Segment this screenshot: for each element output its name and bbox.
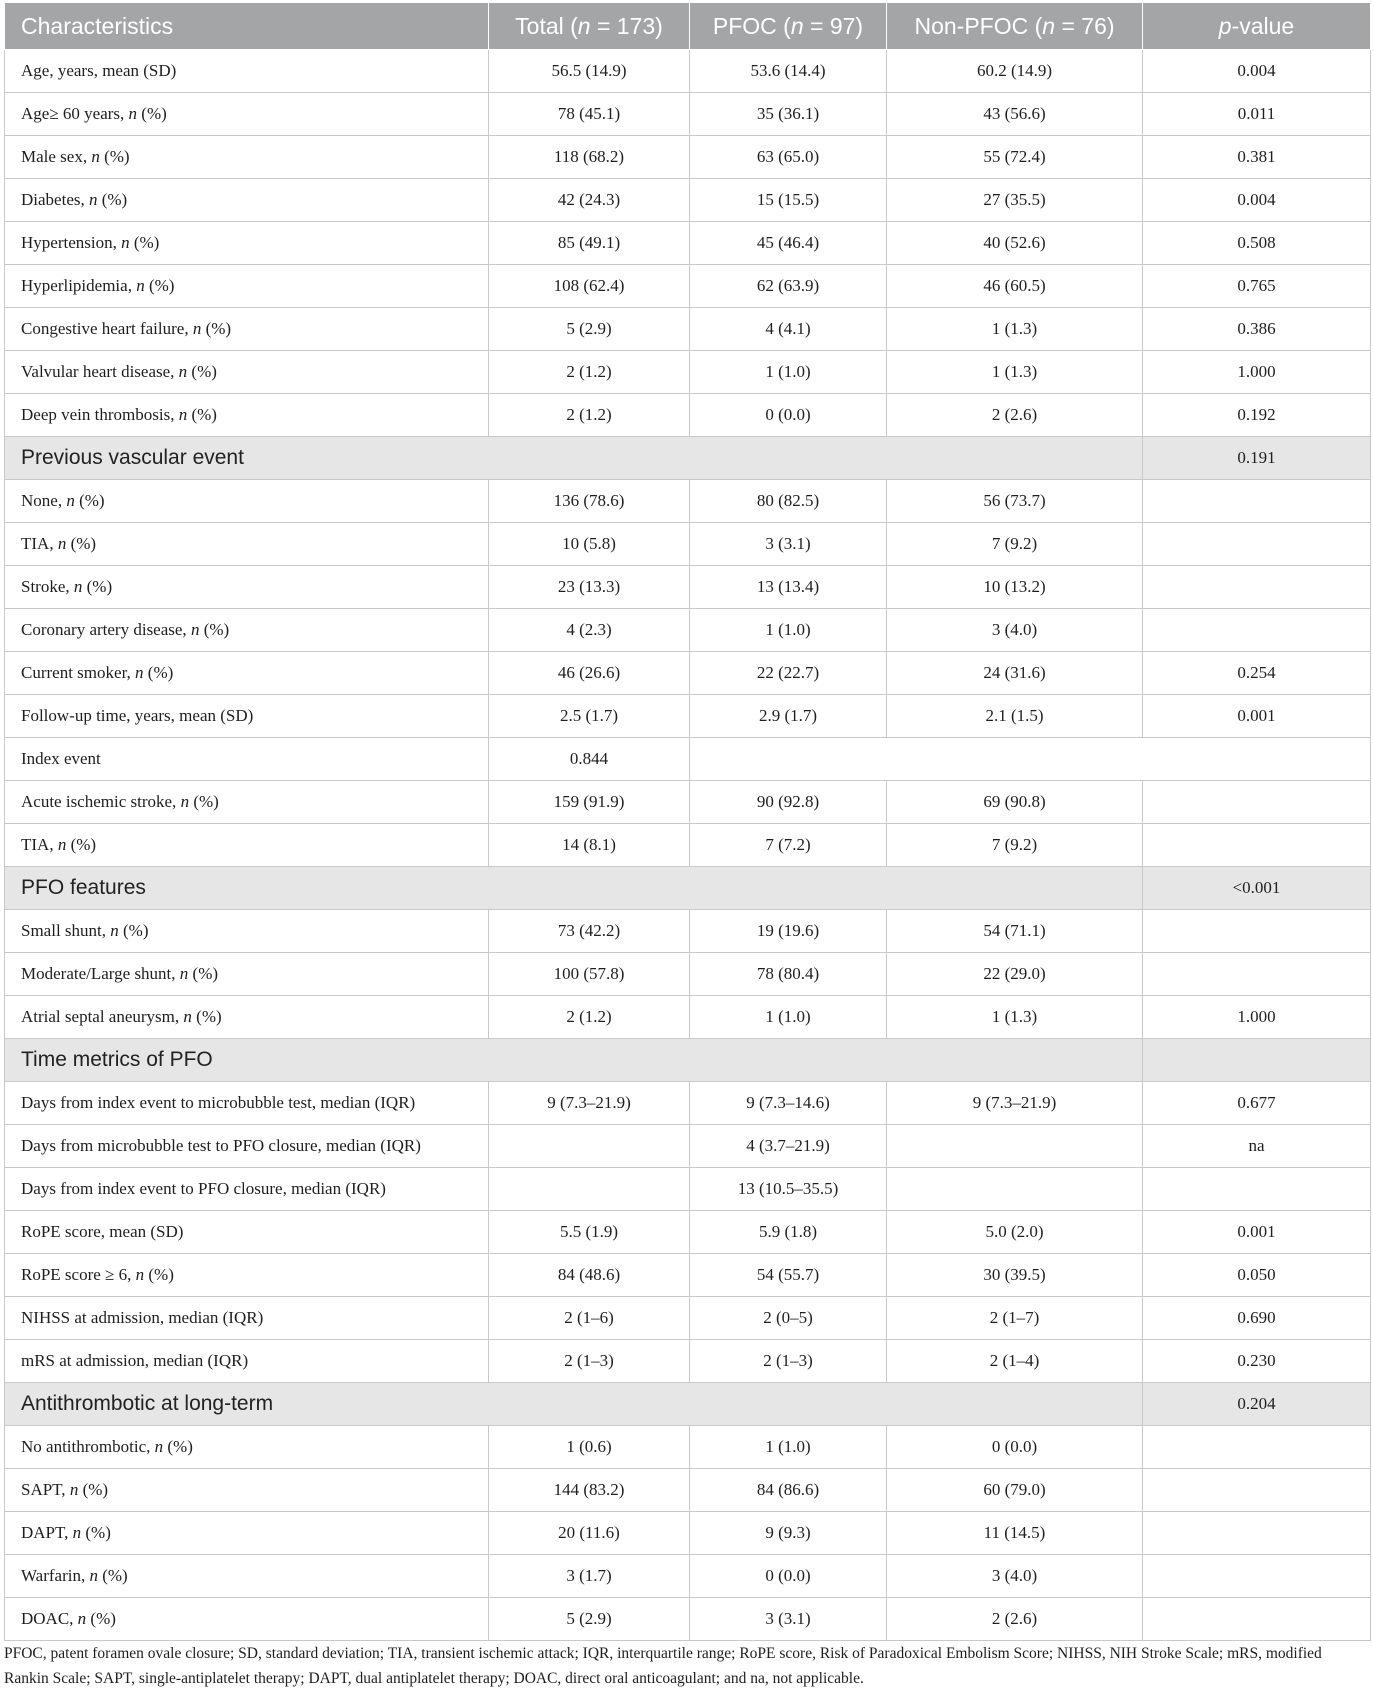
cell-non-pfoc: 7 (9.2) bbox=[887, 523, 1143, 566]
cell-p-value bbox=[1143, 1426, 1371, 1469]
cell-p-value: 0.001 bbox=[1143, 1211, 1371, 1254]
cell-total: 2 (1–3) bbox=[489, 1340, 690, 1383]
cell-non-pfoc: 56 (73.7) bbox=[887, 480, 1143, 523]
table-row bbox=[5, 652, 1371, 695]
cell-pfoc: 62 (63.9) bbox=[690, 265, 887, 308]
section-header-row bbox=[5, 437, 1371, 480]
cell-p-value: 1.000 bbox=[1143, 351, 1371, 394]
section-header-row bbox=[5, 867, 1371, 910]
cell-non-pfoc: 40 (52.6) bbox=[887, 222, 1143, 265]
row-label: Small shunt, n (%) bbox=[5, 910, 489, 953]
cell-pfoc: 15 (15.5) bbox=[690, 179, 887, 222]
cell-pfoc: 53.6 (14.4) bbox=[690, 50, 887, 93]
characteristics-table bbox=[4, 2, 1371, 1641]
empty-cell bbox=[690, 738, 1371, 781]
cell-pfoc: 9 (9.3) bbox=[690, 1512, 887, 1555]
cell-total: 46 (26.6) bbox=[489, 652, 690, 695]
cell-total: 2 (1.2) bbox=[489, 996, 690, 1039]
cell-total: 85 (49.1) bbox=[489, 222, 690, 265]
table-row bbox=[5, 1082, 1371, 1125]
cell-pfoc: 13 (13.4) bbox=[690, 566, 887, 609]
section-p-value bbox=[1143, 1039, 1371, 1082]
cell-pfoc: 90 (92.8) bbox=[690, 781, 887, 824]
cell-p-value bbox=[1143, 1555, 1371, 1598]
cell-total bbox=[489, 1168, 690, 1211]
cell-p-value: 1.000 bbox=[1143, 996, 1371, 1039]
table-row bbox=[5, 781, 1371, 824]
table-row bbox=[5, 566, 1371, 609]
row-label: Index event bbox=[5, 738, 489, 781]
table-row bbox=[5, 738, 1371, 781]
cell-p-value: 0.254 bbox=[1143, 652, 1371, 695]
cell-non-pfoc: 60.2 (14.9) bbox=[887, 50, 1143, 93]
row-label: Male sex, n (%) bbox=[5, 136, 489, 179]
cell-total: 4 (2.3) bbox=[489, 609, 690, 652]
cell-pfoc: 1 (1.0) bbox=[690, 1426, 887, 1469]
cell-non-pfoc: 2 (2.6) bbox=[887, 1598, 1143, 1641]
cell-p-value bbox=[1143, 480, 1371, 523]
row-label: Hyperlipidemia, n (%) bbox=[5, 265, 489, 308]
header-p-value: p-value bbox=[1143, 3, 1371, 50]
table-row bbox=[5, 265, 1371, 308]
cell-non-pfoc: 10 (13.2) bbox=[887, 566, 1143, 609]
cell-p-value: 0.381 bbox=[1143, 136, 1371, 179]
table-row bbox=[5, 136, 1371, 179]
cell-p-value: 0.004 bbox=[1143, 50, 1371, 93]
cell-non-pfoc: 27 (35.5) bbox=[887, 179, 1143, 222]
cell-p-value: 0.230 bbox=[1143, 1340, 1371, 1383]
cell-pfoc: 80 (82.5) bbox=[690, 480, 887, 523]
row-label: Age≥ 60 years, n (%) bbox=[5, 93, 489, 136]
cell-total: 42 (24.3) bbox=[489, 179, 690, 222]
cell-pfoc: 22 (22.7) bbox=[690, 652, 887, 695]
cell-p-value: 0.192 bbox=[1143, 394, 1371, 437]
cell-total: 3 (1.7) bbox=[489, 1555, 690, 1598]
cell-pfoc: 45 (46.4) bbox=[690, 222, 887, 265]
row-label: Follow-up time, years, mean (SD) bbox=[5, 695, 489, 738]
cell-pfoc: 4 (4.1) bbox=[690, 308, 887, 351]
table-row bbox=[5, 179, 1371, 222]
header-characteristics: Characteristics bbox=[5, 3, 489, 50]
row-label: RoPE score ≥ 6, n (%) bbox=[5, 1254, 489, 1297]
cell-pfoc: 4 (3.7–21.9) bbox=[690, 1125, 887, 1168]
row-label: TIA, n (%) bbox=[5, 523, 489, 566]
cell-pfoc: 3 (3.1) bbox=[690, 523, 887, 566]
section-p-value: 0.204 bbox=[1143, 1383, 1371, 1426]
cell-non-pfoc: 11 (14.5) bbox=[887, 1512, 1143, 1555]
cell-p-value bbox=[1143, 910, 1371, 953]
cell-non-pfoc bbox=[887, 1125, 1143, 1168]
row-label: Atrial septal aneurysm, n (%) bbox=[5, 996, 489, 1039]
row-label: Hypertension, n (%) bbox=[5, 222, 489, 265]
row-label: No antithrombotic, n (%) bbox=[5, 1426, 489, 1469]
cell-p-value: 0.011 bbox=[1143, 93, 1371, 136]
cell-pfoc: 13 (10.5–35.5) bbox=[690, 1168, 887, 1211]
table-row bbox=[5, 1469, 1371, 1512]
table-row bbox=[5, 1426, 1371, 1469]
row-label: Coronary artery disease, n (%) bbox=[5, 609, 489, 652]
section-title: PFO features bbox=[5, 867, 1143, 910]
section-title: Antithrombotic at long-term bbox=[5, 1383, 1143, 1426]
row-label: Stroke, n (%) bbox=[5, 566, 489, 609]
cell-pfoc: 5.9 (1.8) bbox=[690, 1211, 887, 1254]
cell-non-pfoc: 43 (56.6) bbox=[887, 93, 1143, 136]
cell-pfoc: 84 (86.6) bbox=[690, 1469, 887, 1512]
cell-non-pfoc: 60 (79.0) bbox=[887, 1469, 1143, 1512]
section-header-row bbox=[5, 1383, 1371, 1426]
cell-total: 108 (62.4) bbox=[489, 265, 690, 308]
cell-total: 73 (42.2) bbox=[489, 910, 690, 953]
row-label: Valvular heart disease, n (%) bbox=[5, 351, 489, 394]
cell-total: 2.5 (1.7) bbox=[489, 695, 690, 738]
cell-pfoc: 35 (36.1) bbox=[690, 93, 887, 136]
row-label: DAPT, n (%) bbox=[5, 1512, 489, 1555]
cell-pfoc: 0 (0.0) bbox=[690, 1555, 887, 1598]
table-row bbox=[5, 394, 1371, 437]
cell-pfoc: 2 (1–3) bbox=[690, 1340, 887, 1383]
cell-non-pfoc: 7 (9.2) bbox=[887, 824, 1143, 867]
cell-non-pfoc: 2.1 (1.5) bbox=[887, 695, 1143, 738]
characteristics-table-container bbox=[4, 2, 1370, 1641]
cell-total: 118 (68.2) bbox=[489, 136, 690, 179]
table-row bbox=[5, 1598, 1371, 1641]
header-total: Total (n = 173) bbox=[489, 3, 690, 50]
cell-pfoc: 2.9 (1.7) bbox=[690, 695, 887, 738]
row-label: Moderate/Large shunt, n (%) bbox=[5, 953, 489, 996]
cell-non-pfoc: 1 (1.3) bbox=[887, 996, 1143, 1039]
row-label: Diabetes, n (%) bbox=[5, 179, 489, 222]
table-row bbox=[5, 93, 1371, 136]
cell-non-pfoc: 3 (4.0) bbox=[887, 609, 1143, 652]
table-header-row bbox=[5, 3, 1371, 50]
cell-total: 100 (57.8) bbox=[489, 953, 690, 996]
cell-non-pfoc: 2 (1–7) bbox=[887, 1297, 1143, 1340]
cell-non-pfoc: 54 (71.1) bbox=[887, 910, 1143, 953]
table-row bbox=[5, 1254, 1371, 1297]
row-label: Days from microbubble test to PFO closure, median (IQR) bbox=[5, 1125, 489, 1168]
section-title: Time metrics of PFO bbox=[5, 1039, 1143, 1082]
cell-non-pfoc bbox=[887, 1168, 1143, 1211]
cell-pfoc: 63 (65.0) bbox=[690, 136, 887, 179]
section-p-value: 0.191 bbox=[1143, 437, 1371, 480]
cell-p-value bbox=[1143, 566, 1371, 609]
cell-p-value bbox=[1143, 609, 1371, 652]
cell-total: 159 (91.9) bbox=[489, 781, 690, 824]
cell-pfoc: 1 (1.0) bbox=[690, 996, 887, 1039]
cell-pfoc: 2 (0–5) bbox=[690, 1297, 887, 1340]
cell-pfoc: 9 (7.3–14.6) bbox=[690, 1082, 887, 1125]
cell-total: 2 (1.2) bbox=[489, 351, 690, 394]
row-label: Acute ischemic stroke, n (%) bbox=[5, 781, 489, 824]
row-label: Deep vein thrombosis, n (%) bbox=[5, 394, 489, 437]
cell-p-value bbox=[1143, 781, 1371, 824]
cell-total: 20 (11.6) bbox=[489, 1512, 690, 1555]
table-row bbox=[5, 695, 1371, 738]
header-non-pfoc: Non-PFOC (n = 76) bbox=[887, 3, 1143, 50]
cell-total: 9 (7.3–21.9) bbox=[489, 1082, 690, 1125]
cell-total: 1 (0.6) bbox=[489, 1426, 690, 1469]
row-label: Congestive heart failure, n (%) bbox=[5, 308, 489, 351]
cell-pfoc: 19 (19.6) bbox=[690, 910, 887, 953]
section-header-row bbox=[5, 1039, 1371, 1082]
row-label: SAPT, n (%) bbox=[5, 1469, 489, 1512]
row-label: RoPE score, mean (SD) bbox=[5, 1211, 489, 1254]
cell-total: 2 (1.2) bbox=[489, 394, 690, 437]
table-row bbox=[5, 480, 1371, 523]
table-row bbox=[5, 523, 1371, 566]
cell-total: 23 (13.3) bbox=[489, 566, 690, 609]
cell-p-value: 0.001 bbox=[1143, 695, 1371, 738]
cell-non-pfoc: 0 (0.0) bbox=[887, 1426, 1143, 1469]
cell-p-value bbox=[1143, 1168, 1371, 1211]
table-row bbox=[5, 910, 1371, 953]
table-row bbox=[5, 996, 1371, 1039]
cell-total: 2 (1–6) bbox=[489, 1297, 690, 1340]
cell-non-pfoc: 5.0 (2.0) bbox=[887, 1211, 1143, 1254]
row-label: mRS at admission, median (IQR) bbox=[5, 1340, 489, 1383]
section-p-value: <0.001 bbox=[1143, 867, 1371, 910]
cell-non-pfoc: 55 (72.4) bbox=[887, 136, 1143, 179]
cell-non-pfoc: 69 (90.8) bbox=[887, 781, 1143, 824]
cell-p-value bbox=[1143, 523, 1371, 566]
cell-non-pfoc: 2 (2.6) bbox=[887, 394, 1143, 437]
table-row bbox=[5, 50, 1371, 93]
section-title: Previous vascular event bbox=[5, 437, 1143, 480]
cell-non-pfoc: 46 (60.5) bbox=[887, 265, 1143, 308]
row-label: Warfarin, n (%) bbox=[5, 1555, 489, 1598]
row-label: Days from index event to PFO closure, median (IQR) bbox=[5, 1168, 489, 1211]
table-row bbox=[5, 1168, 1371, 1211]
table-row bbox=[5, 1555, 1371, 1598]
row-label: Current smoker, n (%) bbox=[5, 652, 489, 695]
cell-total: 136 (78.6) bbox=[489, 480, 690, 523]
cell-non-pfoc: 3 (4.0) bbox=[887, 1555, 1143, 1598]
header-pfoc: PFOC (n = 97) bbox=[690, 3, 887, 50]
row-label: NIHSS at admission, median (IQR) bbox=[5, 1297, 489, 1340]
table-row bbox=[5, 1340, 1371, 1383]
cell-non-pfoc: 2 (1–4) bbox=[887, 1340, 1143, 1383]
cell-p-value: 0.004 bbox=[1143, 179, 1371, 222]
cell-non-pfoc: 9 (7.3–21.9) bbox=[887, 1082, 1143, 1125]
cell-non-pfoc: 30 (39.5) bbox=[887, 1254, 1143, 1297]
table-row bbox=[5, 1125, 1371, 1168]
row-label: TIA, n (%) bbox=[5, 824, 489, 867]
table-row bbox=[5, 1512, 1371, 1555]
cell-total: 78 (45.1) bbox=[489, 93, 690, 136]
cell-p-value: 0.677 bbox=[1143, 1082, 1371, 1125]
row-label: None, n (%) bbox=[5, 480, 489, 523]
cell-non-pfoc: 1 (1.3) bbox=[887, 308, 1143, 351]
table-row bbox=[5, 1297, 1371, 1340]
cell-pfoc: 7 (7.2) bbox=[690, 824, 887, 867]
cell-total: 84 (48.6) bbox=[489, 1254, 690, 1297]
table-row bbox=[5, 222, 1371, 265]
cell-pfoc: 1 (1.0) bbox=[690, 609, 887, 652]
cell-non-pfoc: 22 (29.0) bbox=[887, 953, 1143, 996]
cell-total: 10 (5.8) bbox=[489, 523, 690, 566]
cell-pfoc: 54 (55.7) bbox=[690, 1254, 887, 1297]
cell-p-value: 0.765 bbox=[1143, 265, 1371, 308]
table-row bbox=[5, 824, 1371, 867]
cell-total: 56.5 (14.9) bbox=[489, 50, 690, 93]
table-footnote: PFOC, patent foramen ovale closure; SD, standard deviation; TIA, transient ischemic attack; IQR, interquartile range; RoPE score, Risk of Paradoxical Embolism Score; NIHSS, NIH Stroke Scale; mRS, modified Rankin Scale; SAPT, single-antiplatelet therapy; DAPT, dual antiplatelet therapy; DOAC, direct oral anticoagulant; and na, not applicable. bbox=[4, 1645, 1322, 1687]
cell-non-pfoc: 1 (1.3) bbox=[887, 351, 1143, 394]
cell-p-value bbox=[1143, 1598, 1371, 1641]
cell-p-value: 0.508 bbox=[1143, 222, 1371, 265]
cell-p-value bbox=[1143, 824, 1371, 867]
table-row bbox=[5, 1211, 1371, 1254]
row-label: DOAC, n (%) bbox=[5, 1598, 489, 1641]
cell-total: 144 (83.2) bbox=[489, 1469, 690, 1512]
table-row bbox=[5, 308, 1371, 351]
cell-p-value: 0.050 bbox=[1143, 1254, 1371, 1297]
cell-total: 5 (2.9) bbox=[489, 1598, 690, 1641]
table-row bbox=[5, 609, 1371, 652]
cell-pfoc: 3 (3.1) bbox=[690, 1598, 887, 1641]
table-row bbox=[5, 351, 1371, 394]
cell-p-value: na bbox=[1143, 1125, 1371, 1168]
cell-total bbox=[489, 1125, 690, 1168]
table-row bbox=[5, 953, 1371, 996]
row-label: Age, years, mean (SD) bbox=[5, 50, 489, 93]
cell-p-value bbox=[1143, 953, 1371, 996]
cell-value: 0.844 bbox=[489, 738, 690, 781]
cell-total: 5.5 (1.9) bbox=[489, 1211, 690, 1254]
cell-total: 5 (2.9) bbox=[489, 308, 690, 351]
cell-total: 14 (8.1) bbox=[489, 824, 690, 867]
cell-pfoc: 0 (0.0) bbox=[690, 394, 887, 437]
cell-pfoc: 78 (80.4) bbox=[690, 953, 887, 996]
row-label: Days from index event to microbubble test, median (IQR) bbox=[5, 1082, 489, 1125]
cell-non-pfoc: 24 (31.6) bbox=[887, 652, 1143, 695]
cell-p-value bbox=[1143, 1469, 1371, 1512]
cell-p-value: 0.690 bbox=[1143, 1297, 1371, 1340]
cell-p-value: 0.386 bbox=[1143, 308, 1371, 351]
cell-pfoc: 1 (1.0) bbox=[690, 351, 887, 394]
cell-p-value bbox=[1143, 1512, 1371, 1555]
